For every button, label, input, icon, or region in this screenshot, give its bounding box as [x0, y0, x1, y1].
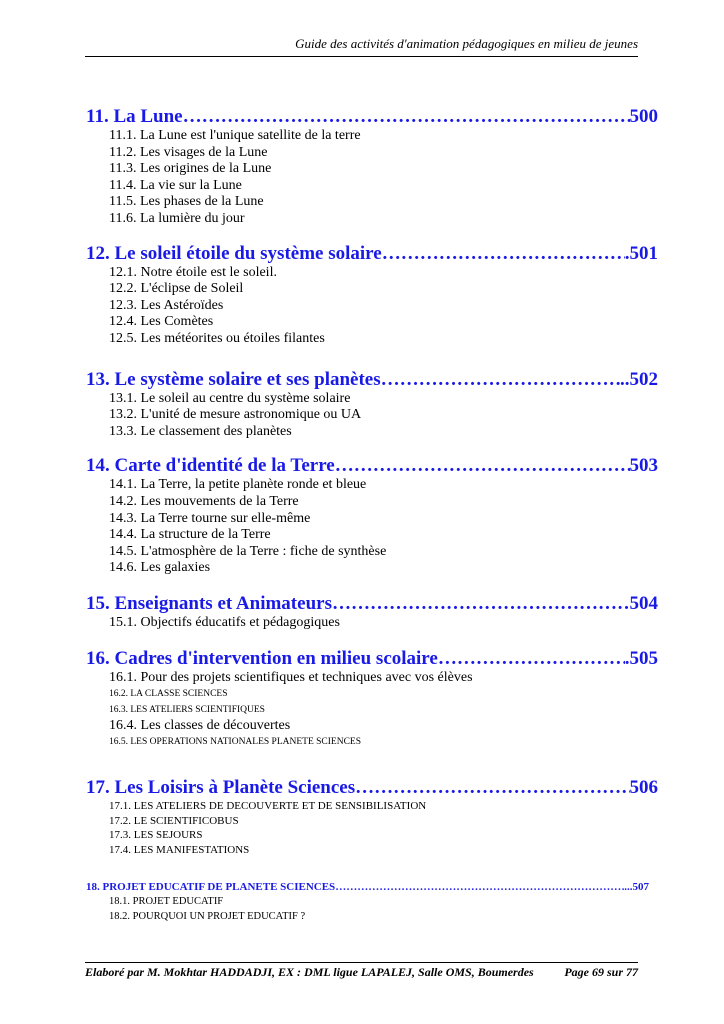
section-title: 13. Le système solaire et ses planètes — [86, 368, 381, 390]
section-title: 11. La Lune — [86, 106, 183, 127]
toc-item: 16.2. LA CLASSE SCIENCES — [109, 689, 228, 700]
toc-item: 13.3. Le classement des planètes — [109, 423, 292, 439]
page-footer — [85, 965, 638, 979]
toc-section-17-title[interactable] — [86, 776, 658, 799]
section-page-number: ..502 — [620, 368, 658, 390]
header-rule — [85, 56, 638, 57]
section-page-number: ...507 — [624, 881, 649, 894]
toc-item: 16.5. LES OPERATIONS NATIONALES PLANETE SCIENCES — [109, 736, 362, 747]
dot-leader — [335, 454, 630, 477]
toc-item: 17.2. LE SCIENTIFICOBUS — [109, 814, 239, 827]
toc-item: 14.3. La Terre tourne sur elle-même — [109, 510, 311, 526]
toc-item: 16.3. LES ATELIERS SCIENTIFIQUES — [109, 704, 265, 715]
section-page-number: 506 — [629, 777, 658, 799]
toc-section-18-title[interactable] — [86, 880, 649, 894]
toc-item: 11.3. Les origines de la Lune — [109, 161, 272, 177]
toc-item: 14.4. La structure de la Terre — [109, 527, 271, 543]
dot-leader — [355, 776, 629, 799]
toc-item: 11.6. La lumière du jour — [109, 210, 245, 226]
footer-rule — [85, 962, 638, 963]
toc-item: 15.1. Objectifs éducatifs et pédagogiques — [109, 614, 340, 630]
toc-section-11-title[interactable] — [86, 105, 658, 128]
section-title: 17. Les Loisirs à Planète Sciences — [86, 777, 356, 799]
toc-item: 11.4. La vie sur la Lune — [109, 177, 242, 193]
section-page-number: .501 — [624, 242, 658, 264]
section-page-number: 504 — [629, 592, 658, 614]
toc-item: 14.5. L'atmosphère de la Terre : fiche de synthèse — [109, 543, 387, 559]
table-of-contents — [86, 105, 658, 924]
footer-page-number: Page 69 sur 77 — [564, 965, 638, 979]
toc-item: 16.4. Les classes de découvertes — [109, 718, 291, 734]
dot-leader — [335, 880, 624, 894]
toc-item: 14.1. La Terre, la petite planète ronde et bleue — [109, 477, 367, 493]
section-title: 15. Enseignants et Animateurs — [86, 592, 332, 614]
toc-item: 18.2. POURQUOI UN PROJET EDUCATIF ? — [109, 911, 306, 923]
section-page-number: .505 — [624, 648, 658, 670]
toc-section-12-title[interactable] — [86, 242, 658, 265]
toc-item: 11.1. La Lune est l'unique satellite de la terre — [109, 128, 361, 143]
toc-item: 17.1. LES ATELIERS DE DECOUVERTE ET DE SENSIBILISATION — [109, 800, 427, 813]
section-title: 18. PROJET EDUCATIF DE PLANETE SCIENCES — [86, 881, 336, 894]
section-page-number: 500 — [629, 106, 658, 127]
toc-item: 14.6. Les galaxies — [109, 560, 211, 576]
section-title: 12. Le soleil étoile du système solaire — [86, 242, 382, 264]
toc-item: 17.4. LES MANIFESTATIONS — [109, 843, 250, 856]
toc-item: 18.1. PROJET EDUCATIF — [109, 896, 224, 908]
dot-leader — [438, 647, 625, 670]
section-title: 16. Cadres d'intervention en milieu scolaire — [86, 648, 438, 670]
section-title: 14. Carte d'identité de la Terre — [86, 455, 335, 477]
toc-item: 12.4. Les Comètes — [109, 314, 214, 330]
toc-item: 12.3. Les Astéroïdes — [109, 297, 224, 313]
dot-leader — [382, 242, 625, 265]
toc-item: 11.5. Les phases de la Lune — [109, 194, 264, 210]
toc-section-15-title[interactable] — [86, 592, 658, 615]
dot-leader — [332, 592, 630, 615]
toc-section-14-title[interactable] — [86, 454, 658, 477]
toc-item: 11.2. Les visages de la Lune — [109, 144, 268, 160]
toc-item: 12.1. Notre étoile est le soleil. — [109, 264, 277, 280]
toc-section-13-title[interactable] — [86, 368, 658, 391]
toc-item: 13.1. Le soleil au centre du système solaire — [109, 390, 351, 406]
toc-item: 14.2. Les mouvements de la Terre — [109, 493, 299, 509]
toc-section-16-title[interactable] — [86, 647, 658, 670]
toc-item: 17.3. LES SEJOURS — [109, 829, 203, 842]
dot-leader — [183, 105, 630, 128]
section-page-number: 503 — [629, 455, 658, 477]
page-header: Guide des activités d'animation pédagogiques en milieu de jeunes — [295, 36, 638, 51]
toc-item: 12.2. L'éclipse de Soleil — [109, 281, 244, 297]
footer-author: Elaboré par M. Mokhtar HADDADJI, EX : DML ligue LAPALEJ, Salle OMS, Boumerdes — [85, 965, 534, 979]
toc-item: 12.5. Les météorites ou étoiles filantes — [109, 330, 325, 346]
dot-leader — [381, 368, 620, 391]
toc-item: 16.1. Pour des projets scientifiques et techniques avec vos élèves — [109, 670, 473, 686]
toc-item: 13.2. L'unité de mesure astronomique ou UA — [109, 407, 362, 423]
